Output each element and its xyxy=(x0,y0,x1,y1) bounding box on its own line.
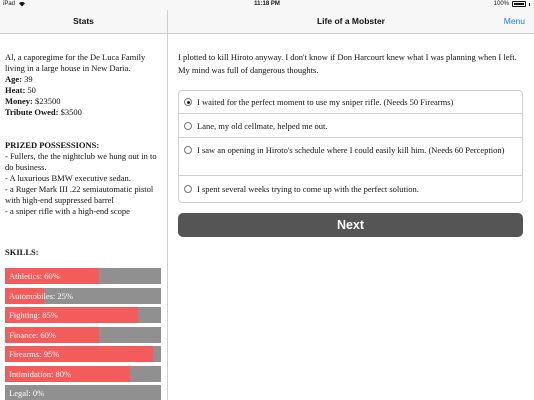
stats-panel[interactable] xyxy=(0,34,168,400)
stat-money xyxy=(5,96,165,107)
skills-heading: SKILLS: xyxy=(5,247,39,257)
choice-label: I waited for the perfect moment to use my sniper rifle. (Needs 50 Firearms) xyxy=(197,97,454,107)
stat-heat xyxy=(5,85,165,96)
stat-label: Money: xyxy=(5,96,33,106)
status-right xyxy=(494,1,530,7)
next-button[interactable]: Next xyxy=(178,213,523,237)
stat-label: Tribute Owed: xyxy=(5,107,59,117)
radio-button[interactable] xyxy=(184,185,192,193)
story-text: I plotted to kill Hiroto anyway. I don't know if Don Harcourt knew what I was planning when I left. My mind was full of dangerous thoughts. xyxy=(178,52,517,75)
skill-bar-automobiles xyxy=(5,288,161,304)
skill-bar-intimidation xyxy=(5,366,161,382)
status-time: 11:18 PM xyxy=(254,1,280,7)
skill-label: Finance: 60% xyxy=(9,329,56,340)
skill-label: Fighting: 85% xyxy=(9,309,58,320)
stat-value: $3500 xyxy=(60,107,82,117)
possessions-heading: PRIZED POSSESSIONS: xyxy=(5,140,100,150)
skill-label: Automobiles: 25% xyxy=(9,290,73,301)
radio-button[interactable] xyxy=(184,122,192,130)
stats-title: Stats xyxy=(73,16,94,26)
skill-bar-firearms xyxy=(5,346,161,362)
choice-option[interactable] xyxy=(179,114,522,138)
possession-item: - a Ruger Mark III .22 semiautomatic pistol with high-end suppressed barrel xyxy=(5,184,154,205)
battery-percent: 100% xyxy=(493,1,509,7)
choice-label: Lane, my old cellmate, helped me out. xyxy=(197,121,328,131)
stat-value: 39 xyxy=(24,74,33,84)
battery-icon xyxy=(512,1,526,7)
stat-tribute xyxy=(5,107,165,118)
battery-tip-icon xyxy=(529,3,530,6)
choice-list xyxy=(178,90,523,203)
carrier-label: iPad xyxy=(3,1,16,7)
stat-age xyxy=(5,74,165,85)
possessions-list xyxy=(5,151,165,217)
choice-option[interactable] xyxy=(179,138,522,176)
possession-item: - a sniper rifle with a high-end scope xyxy=(5,206,130,216)
stat-label: Heat: xyxy=(5,85,26,95)
choice-label: I saw an opening in Hiroto's schedule where I could easily kill him. (Needs 60 Perception) xyxy=(197,145,505,155)
story-nav-bar xyxy=(168,10,534,34)
stat-value: 50 xyxy=(27,85,36,95)
character-info xyxy=(5,52,165,118)
skill-bar-legal xyxy=(5,385,161,400)
story-title: Life of a Mobster xyxy=(316,16,385,26)
choice-option[interactable] xyxy=(179,176,522,202)
radio-button[interactable] xyxy=(184,98,192,106)
status-bar xyxy=(0,0,534,10)
skill-bar-finance xyxy=(5,327,161,343)
radio-button[interactable] xyxy=(184,146,192,154)
choice-option[interactable] xyxy=(179,91,522,114)
possession-item: - Fullers, the the nightclub we hung out in to do business. xyxy=(5,151,157,172)
stats-nav-bar xyxy=(0,10,168,34)
skill-label: Intimidation: 80% xyxy=(9,368,72,379)
character-bio: Al, a caporegime for the De Luca Family living in a large house in New Daria. xyxy=(5,52,146,73)
stat-label: Age: xyxy=(5,74,22,84)
skill-label: Firearms: 95% xyxy=(9,348,60,359)
menu-button[interactable]: Menu xyxy=(503,16,525,26)
choice-label: I spent several weeks trying to come up with the perfect solution. xyxy=(197,184,419,194)
skill-label: Legal: 0% xyxy=(9,387,45,398)
skill-bar-athletics xyxy=(5,268,161,284)
possession-item: - A luxurious BMW executive sedan. xyxy=(5,173,131,183)
skill-label: Athletics: 60% xyxy=(9,270,60,281)
stat-value: $23500 xyxy=(34,96,61,106)
skill-bar-fighting xyxy=(5,307,161,323)
